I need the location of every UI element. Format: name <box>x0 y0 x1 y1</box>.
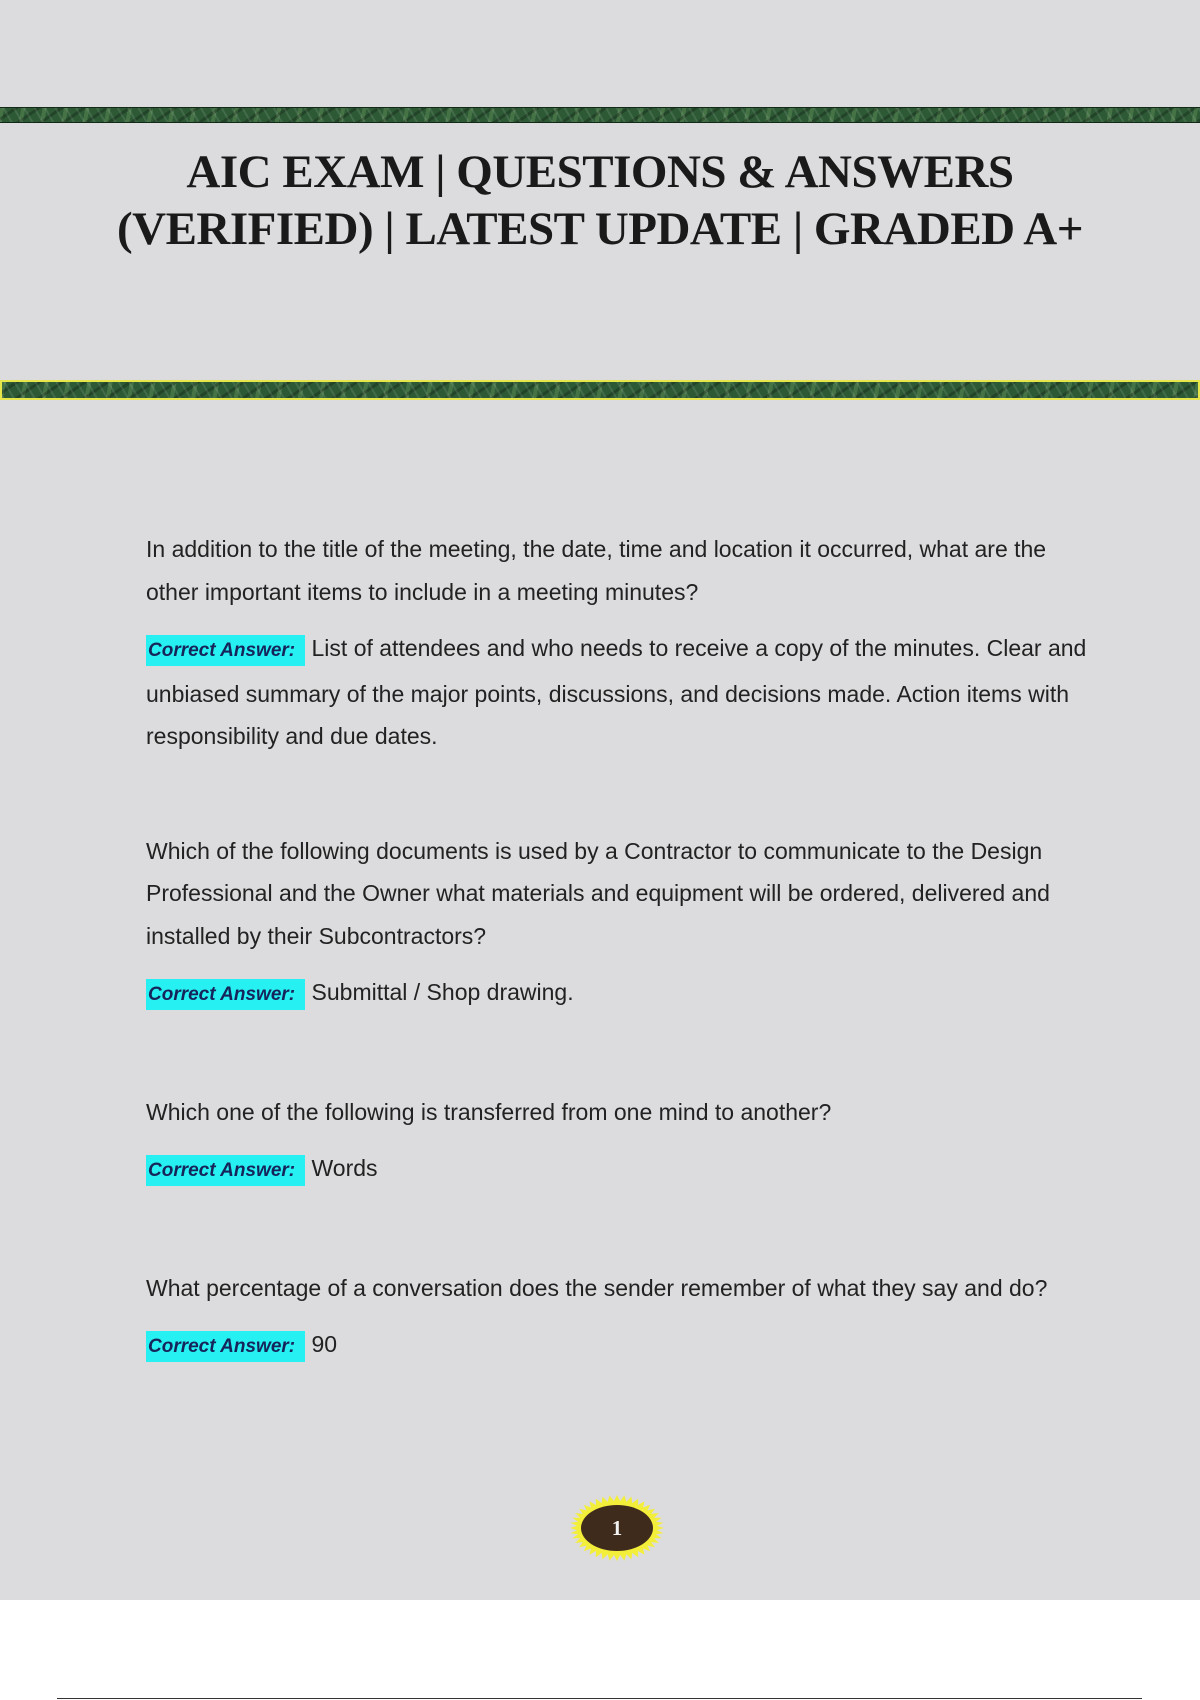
question-text: Which one of the following is transferred from one mind to another? <box>146 1098 832 1125</box>
qa-item <box>146 528 1091 758</box>
correct-answer-label: Correct Answer: <box>146 635 305 666</box>
answer-text: Words <box>311 1155 378 1181</box>
correct-answer-label: Correct Answer: <box>146 1331 305 1362</box>
answer-paragraph <box>146 1147 1091 1193</box>
answer-text: Submittal / Shop drawing. <box>311 979 574 1005</box>
document-title: AIC EXAM | QUESTIONS & ANSWERS (VERIFIED) | LATEST UPDATE | GRADED A+ <box>116 146 1083 255</box>
question-text: Which of the following documents is used by a Contractor to communicate to the Design Professional and the Owner what materials and equipment will be ordered, delivered and installed by their Subcontractors? <box>146 837 1050 949</box>
header-bottom-border <box>0 380 1200 400</box>
qa-item <box>146 1267 1091 1369</box>
answer-paragraph <box>146 1323 1091 1369</box>
answer-text: 90 <box>311 1331 338 1357</box>
answer-text: List of attendees and who needs to receive a copy of the minutes. Clear and unbiased summary of the major points, discussions, and decisions made. Action items with responsibility and due dates. <box>146 635 1087 749</box>
question-text: In addition to the title of the meeting, the date, time and location it occurred, what are the other important items to include in a meeting minutes? <box>146 536 1047 605</box>
answer-paragraph <box>146 971 1091 1017</box>
correct-answer-label: Correct Answer: <box>146 979 305 1010</box>
qa-list <box>146 528 1091 1369</box>
page-number: 1 <box>611 1516 623 1540</box>
question-text: What percentage of a conversation does the sender remember of what they say and do? <box>146 1274 1048 1301</box>
page-number-badge <box>568 1494 666 1562</box>
footer-divider <box>57 1698 1142 1699</box>
header-top-border <box>0 107 1200 123</box>
correct-answer-label: Correct Answer: <box>146 1155 305 1186</box>
answer-paragraph <box>146 627 1091 758</box>
qa-item <box>146 830 1091 1017</box>
qa-item <box>146 1091 1091 1193</box>
